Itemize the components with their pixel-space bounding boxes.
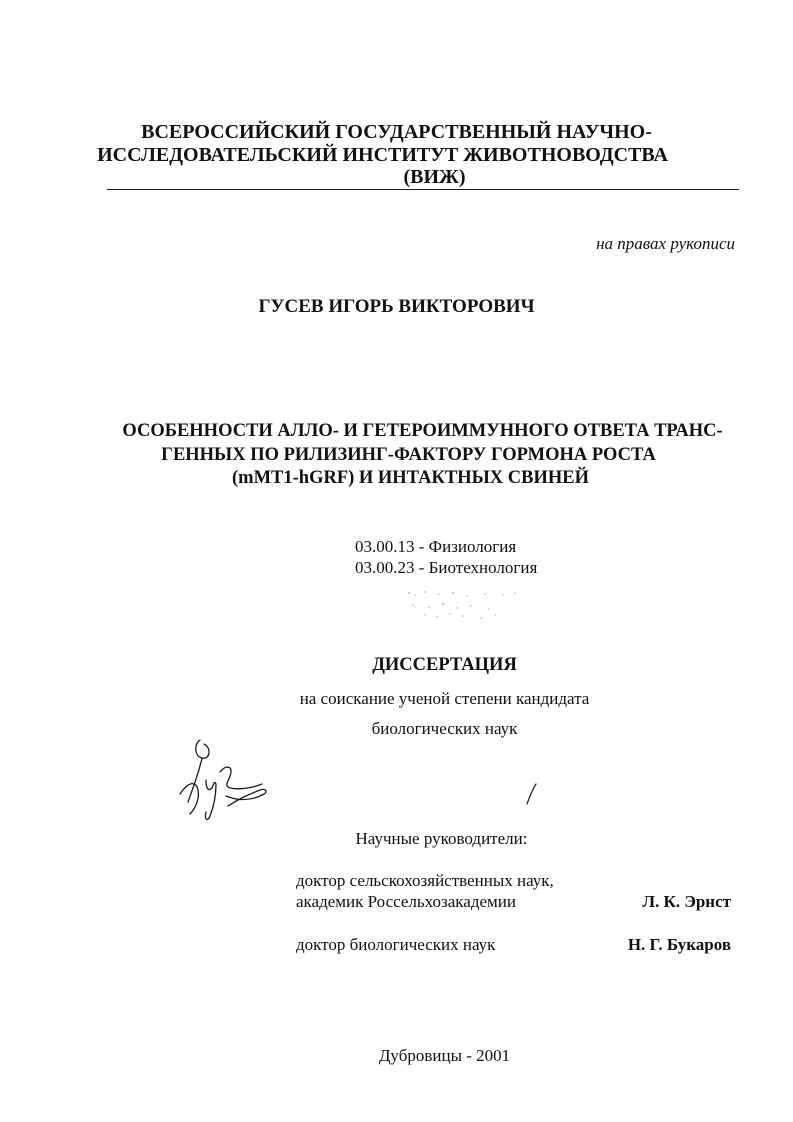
supervisor-1-title-line-2: академик Россельхозакадемии (296, 892, 516, 911)
specialty-physiology: 03.00.13 - Физиология (355, 537, 517, 556)
supervisor-1-title-line-1: доктор сельскохозяйственных наук, (296, 871, 554, 890)
document-type: ДИССЕРТАЦИЯ (372, 655, 517, 675)
dissertation-title-line-3: (mMT1-hGRF) И ИНТАКТНЫХ СВИНЕЙ (232, 468, 589, 488)
faint-stamp-mark (395, 585, 535, 625)
stray-pen-mark (522, 780, 542, 810)
place-and-year: Дубровицы - 2001 (378, 1046, 511, 1065)
institution-abbreviation: (ВИЖ) (403, 166, 466, 188)
supervisor-1-name: Л. К. Эрнст (642, 892, 731, 911)
header-divider (107, 189, 739, 190)
degree-line-1: на соискание ученой степени кандидата (299, 689, 590, 708)
dissertation-title-line-2: ГЕННЫХ ПО РИЛИЗИНГ-ФАКТОРУ ГОРМОНА РОСТА (161, 445, 656, 465)
specialty-biotechnology: 03.00.23 - Биотехнология (355, 558, 538, 577)
handwritten-signature (170, 728, 280, 833)
supervisor-2-name: Н. Г. Букаров (627, 935, 731, 954)
supervisors-heading: Научные руководители: (355, 829, 528, 848)
institution-line-2: ИССЛЕДОВАТЕЛЬСКИЙ ИНСТИТУТ ЖИВОТНОВОДСТВА (97, 144, 668, 166)
manuscript-note: на правах рукописи (596, 234, 735, 253)
supervisor-2-title: доктор биологических наук (296, 935, 496, 954)
degree-line-2: биологических наук (371, 719, 518, 738)
dissertation-title-line-1: ОСОБЕННОСТИ АЛЛО- И ГЕТЕРОИММУННОГО ОТВЕТА ТРАНС- (122, 421, 723, 441)
author-name: ГУСЕВ ИГОРЬ ВИКТОРОВИЧ (258, 296, 535, 317)
institution-line-1: ВСЕРОССИЙСКИЙ ГОСУДАРСТВЕННЫЙ НАУЧНО- (141, 121, 652, 143)
